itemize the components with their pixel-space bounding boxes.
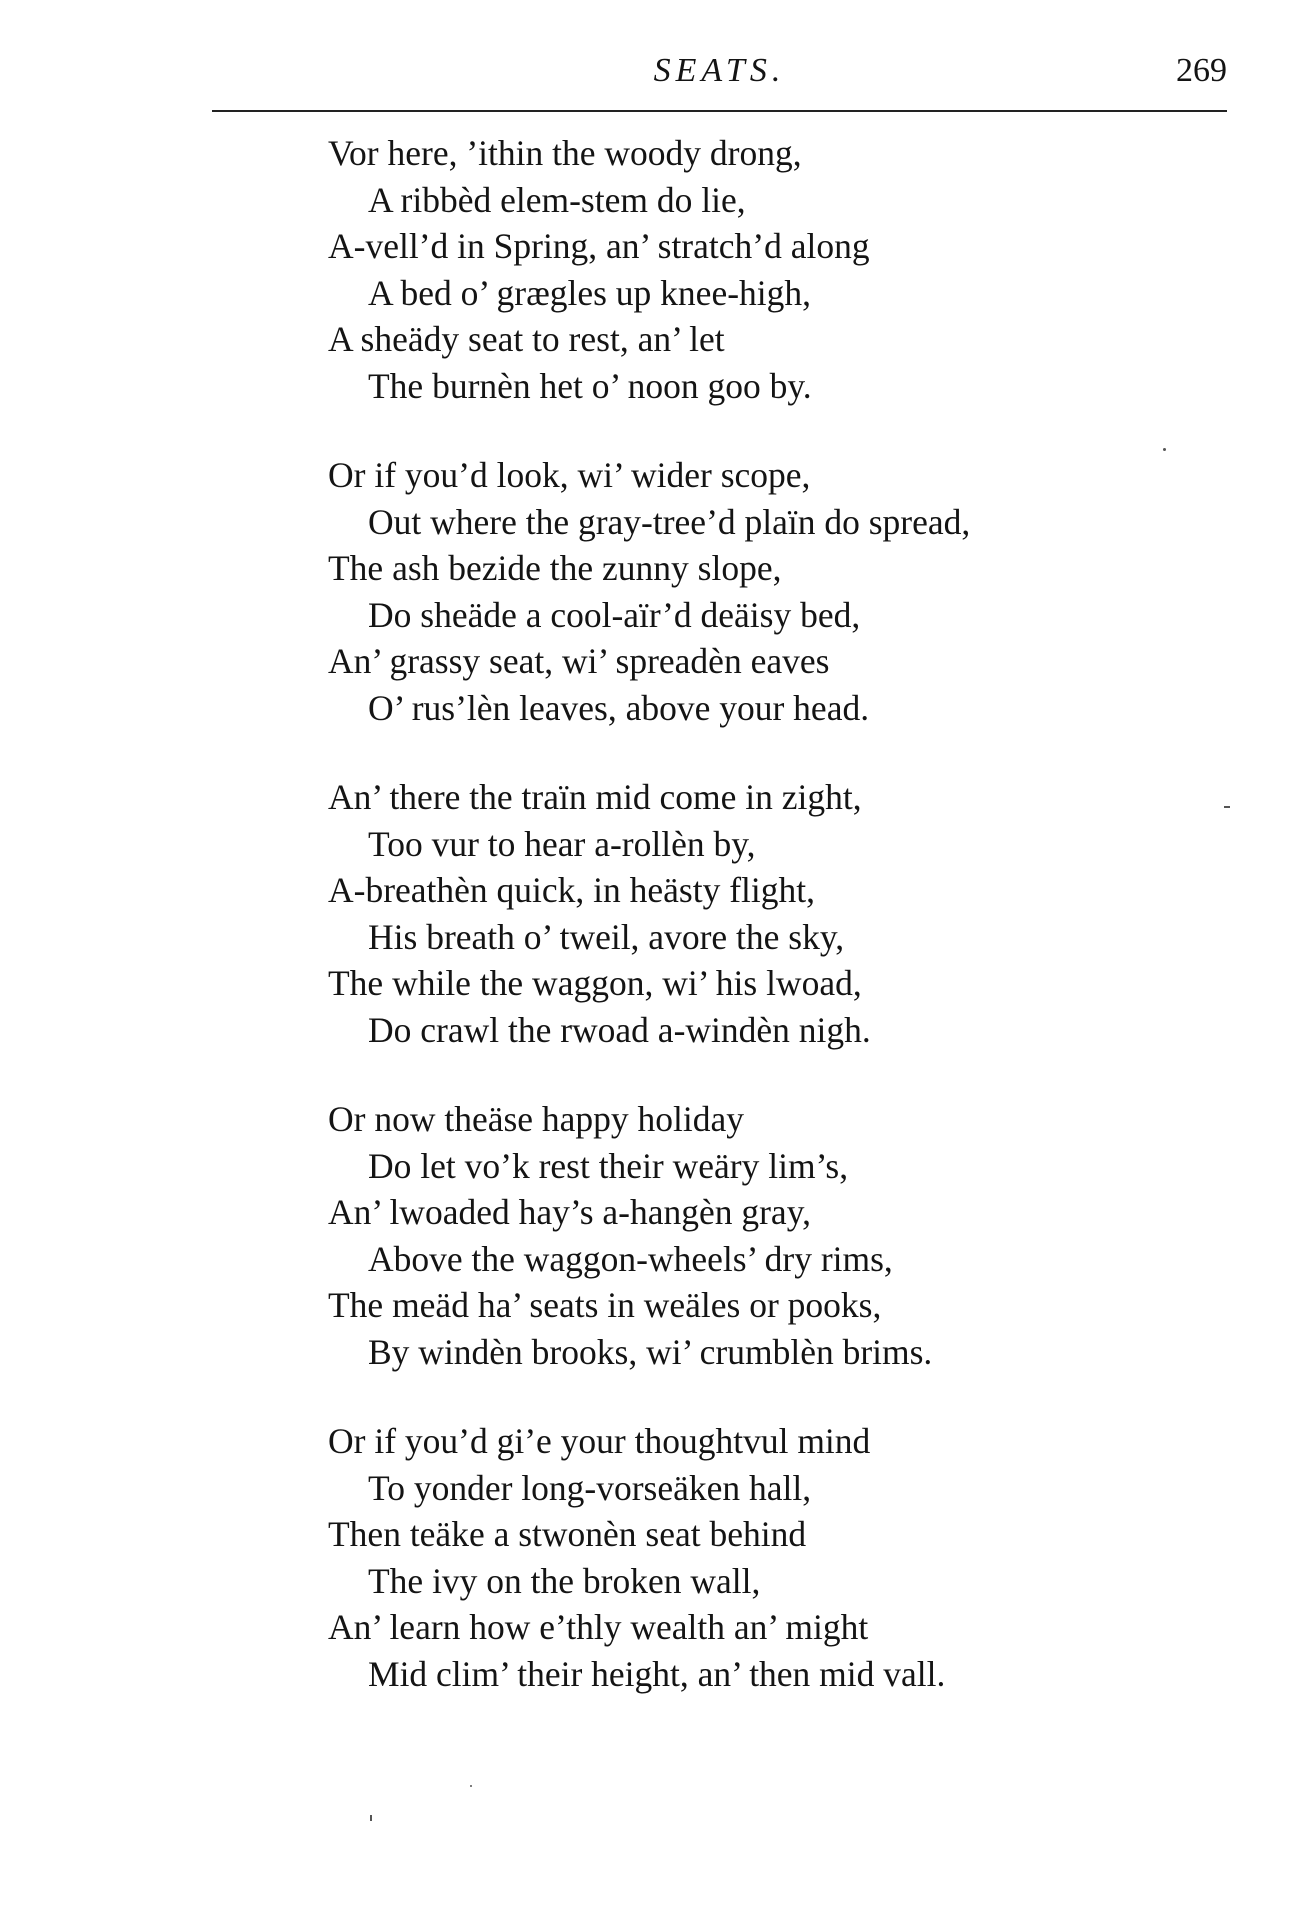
poem-line: Above the waggon-wheels’ dry rims, xyxy=(368,1238,893,1279)
page-header xyxy=(212,52,1227,100)
poem-line: An’ lwoaded hay’s a-hangèn gray, xyxy=(328,1192,812,1232)
poem-line: The meäd ha’ seats in weäles or pooks, xyxy=(328,1285,882,1325)
poem-line: Then teäke a stwonèn seat behind xyxy=(328,1514,807,1554)
poem-line: An’ there the traïn mid come in zight, xyxy=(328,777,862,817)
poem-line: His breath o’ tweil, avore the sky, xyxy=(368,916,845,957)
poem-line: A bed o’ grægles up knee-high, xyxy=(368,272,812,313)
poem-line: An’ learn how e’thly wealth an’ might xyxy=(328,1607,869,1647)
poem-line: The while the waggon, wi’ his lwoad, xyxy=(328,963,862,1003)
poem-line: To yonder long-vorseäken hall, xyxy=(368,1467,812,1508)
poem-line: An’ grassy seat, wi’ spreadèn eaves xyxy=(328,641,830,681)
poem-line: The burnèn het o’ noon goo by. xyxy=(368,365,812,406)
poem-line: A sheädy seat to rest, an’ let xyxy=(328,319,725,359)
poem-line: Vor here, ’ithin the woody drong, xyxy=(328,133,802,173)
stanza xyxy=(328,130,1208,409)
poem-line: The ash bezide the zunny slope, xyxy=(328,548,782,588)
scan-speck xyxy=(370,1815,372,1821)
poem-line: Do crawl the rwoad a-windèn nigh. xyxy=(368,1009,871,1050)
poem-line: Out where the gray-tree’d plaïn do spread, xyxy=(368,501,971,542)
poem-line: O’ rus’lèn leaves, above your head. xyxy=(368,687,870,728)
scan-speck xyxy=(1224,806,1230,808)
poem-line: A-vell’d in Spring, an’ stratch’d along xyxy=(328,226,870,266)
poem-line: The ivy on the broken wall, xyxy=(368,1560,761,1601)
poem-line: Or if you’d look, wi’ wider scope, xyxy=(328,455,811,495)
poem-line: Too vur to hear a-rollèn by, xyxy=(368,823,756,864)
poem-line: Do sheäde a cool-aïr’d deäisy bed, xyxy=(368,594,861,635)
scan-speck xyxy=(1163,448,1166,451)
poem-line: Or now theäse happy holiday xyxy=(328,1099,745,1139)
header-rule xyxy=(212,110,1227,112)
poem-line: Do let vo’k rest their weäry lim’s, xyxy=(368,1145,849,1186)
poem-line: By windèn brooks, wi’ crumblèn brims. xyxy=(368,1331,933,1372)
poem-line: A-breathèn quick, in heästy flight, xyxy=(328,870,815,910)
stanza xyxy=(328,774,1208,1053)
stanza xyxy=(328,1096,1208,1375)
stanza xyxy=(328,1418,1208,1697)
running-title: SEATS. xyxy=(653,52,786,89)
poem xyxy=(328,130,1208,1740)
poem-line: Mid clim’ their height, an’ then mid vall. xyxy=(368,1653,946,1694)
scan-speck xyxy=(470,1785,472,1787)
poem-line: Or if you’d gi’e your thoughtvul mind xyxy=(328,1421,871,1461)
page-number: 269 xyxy=(1176,52,1227,89)
poem-line: A ribbèd elem-stem do lie, xyxy=(368,179,746,220)
stanza xyxy=(328,452,1208,731)
